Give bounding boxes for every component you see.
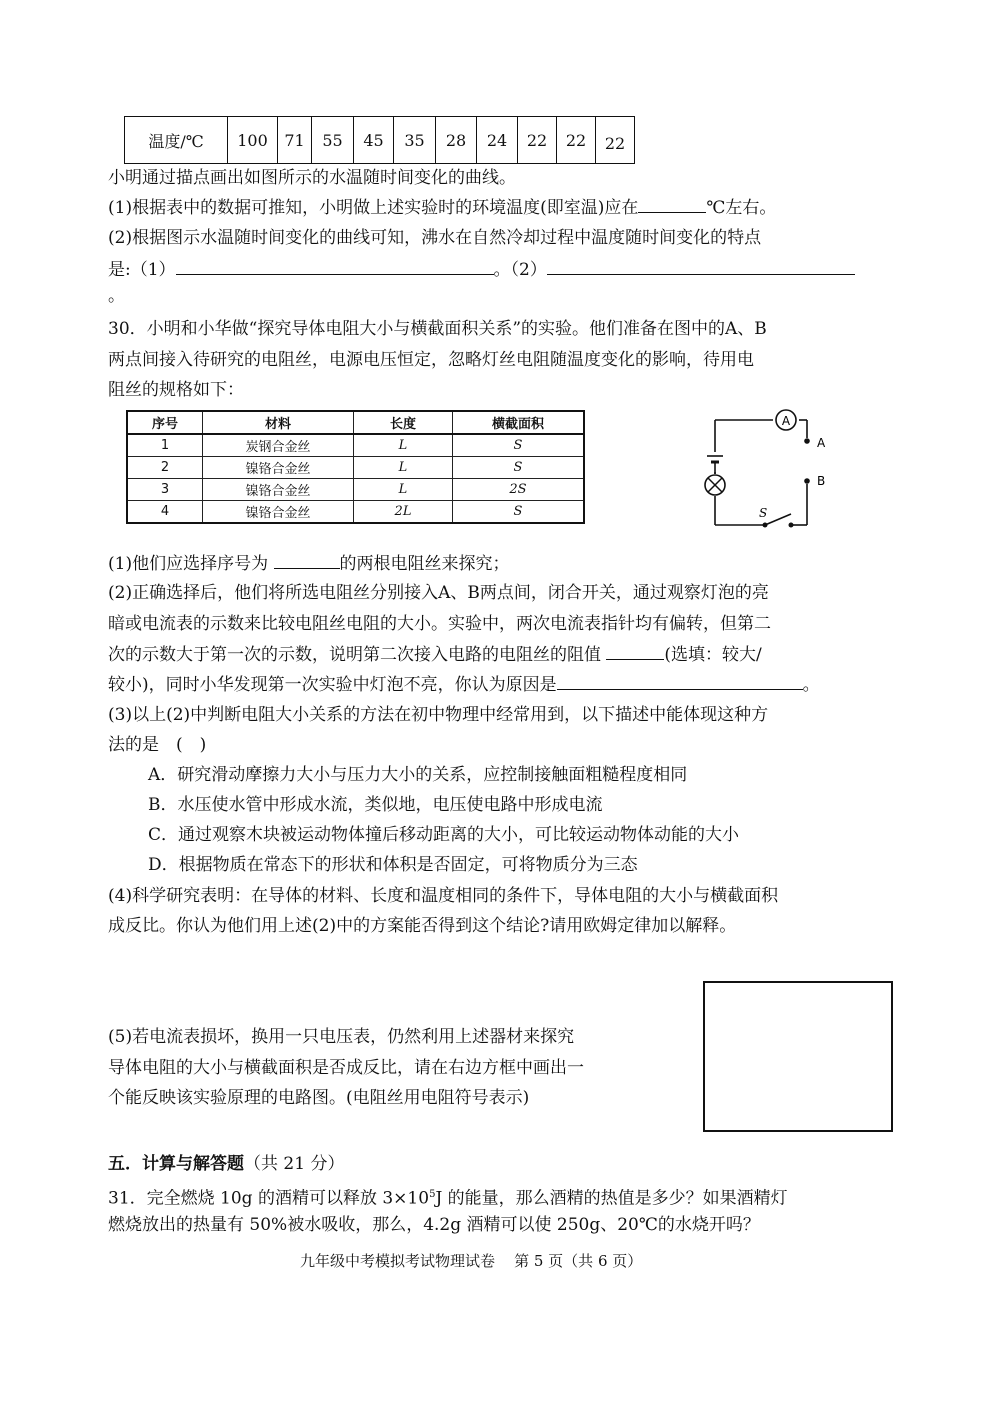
option-b[interactable]: B．水压使水管中形成水流，类似地，电压使电路中形成电流 — [148, 795, 603, 815]
battery-icon — [707, 456, 723, 474]
temp-cell: 100 — [228, 117, 278, 164]
q30-sub3-line2: 法的是 ( ) — [108, 735, 207, 755]
exam-title: 九年级中考模拟考试物理试卷 — [300, 1252, 496, 1270]
lamp-icon — [705, 475, 725, 495]
terminal-a — [804, 438, 810, 444]
cell: 炭钢合金丝 — [203, 434, 354, 457]
section-heading — [108, 1151, 344, 1177]
q29-part2-line2: 是:（1） 。（2） — [108, 256, 855, 283]
q30-sub2-line1: (2)正确选择后，他们将所选电阻丝分别接入A、B两点间，闭合开关，通过观察灯泡的亮 — [108, 583, 769, 603]
cell: 镍铬合金丝 — [203, 479, 354, 501]
header-cell: 长度 — [354, 411, 453, 434]
q30-sub5-line1: (5)若电流表损坏，换用一只电压表，仍然利用上述器材来探究 — [108, 1027, 575, 1047]
table-row — [127, 501, 584, 524]
q29-part1: (1)根据表中的数据可推知，小明做上述实验时的环境温度(即室温)应在 ℃左右。 — [108, 194, 776, 221]
cell: L — [354, 434, 453, 457]
q30-line1: 30．小明和小华做“探究导体电阻大小与横截面积关系”的实验。他们准备在图中的A、B — [108, 319, 767, 339]
cell: 2L — [354, 501, 453, 524]
q31-line1: 31．完全燃烧 10g 的酒精可以释放 $3\times 10^5J$ 的能量，那么酒精的热值是多少？如果酒精灯 — [108, 1188, 788, 1209]
table-row — [127, 479, 584, 501]
option-d[interactable]: D．根据物质在常态下的形状和体积是否固定，可将物质分为三态 — [148, 855, 638, 875]
answer-blank[interactable] — [606, 641, 664, 660]
header-cell: 序号 — [127, 411, 203, 434]
answer-blank[interactable] — [176, 256, 494, 275]
temp-cell: 35 — [394, 117, 436, 164]
q30-sub5-line3: 个能反映该实验原理的电路图。(电阻丝用电阻符号表示) — [108, 1088, 530, 1108]
cell: 镍铬合金丝 — [203, 501, 354, 524]
point-a-label: A — [817, 436, 826, 450]
temp-cell: 71 — [278, 117, 312, 164]
answer-blank[interactable] — [638, 194, 706, 213]
temp-cell: 28 — [436, 117, 477, 164]
cell: 镍铬合金丝 — [203, 457, 354, 479]
cell: 2S — [453, 479, 585, 501]
table-header-row — [127, 411, 584, 434]
answer-blank[interactable] — [274, 550, 340, 569]
wire-spec-table — [126, 410, 585, 524]
cell: L — [354, 479, 453, 501]
cell: S — [453, 501, 585, 524]
q30-sub2-line2: 暗或电流表的示数来比较电阻丝电阻的大小。实验中，两次电流表指针均有偏转，但第二 — [108, 614, 771, 634]
table-row — [127, 457, 584, 479]
ammeter-label: A — [781, 414, 791, 428]
option-a[interactable]: A．研究滑动摩擦力大小与压力大小的关系，应控制接触面粗糙程度相同 — [148, 765, 688, 785]
cell: L — [354, 457, 453, 479]
cell: 1 — [127, 434, 203, 457]
temperature-table — [124, 116, 635, 164]
table-row — [127, 434, 584, 457]
q30-sub2-line3: 次的示数大于第一次的示数，说明第二次接入电路的电阻丝的阻值 (选填：较大/ — [108, 641, 762, 668]
section-points: （共 21 分） — [244, 1154, 345, 1174]
q30-sub3-line1: (3)以上(2)中判断电阻大小关系的方法在初中物理中经常用到，以下描述中能体现这种方 — [108, 705, 769, 725]
section-title: 五．计算与解答题 — [108, 1154, 244, 1174]
q30-sub1: (1)他们应选择序号为 的两根电阻丝来探究； — [108, 550, 510, 577]
cell: 4 — [127, 501, 203, 524]
cell: S — [453, 457, 585, 479]
switch-label: S — [759, 506, 768, 520]
cell: S — [453, 434, 585, 457]
page-number: 第 5 页（共 6 页） — [514, 1252, 643, 1270]
q29-intro: 小明通过描点画出如图所示的水温随时间变化的曲线。 — [108, 168, 516, 188]
cell: 3 — [127, 479, 203, 501]
q30-sub4-line1: (4)科学研究表明：在导体的材料、长度和温度相同的条件下，导体电阻的大小与横截面积 — [108, 886, 779, 906]
temp-cell: 22 — [557, 117, 596, 164]
header-cell: 横截面积 — [453, 411, 585, 434]
cell: 2 — [127, 457, 203, 479]
temp-cell: 45 — [354, 117, 394, 164]
q29-part2-line1: (2)根据图示水温随时间变化的曲线可知，沸水在自然冷却过程中温度随时间变化的特点 — [108, 228, 762, 248]
temp-cell: 22 — [518, 117, 557, 164]
point-b-label: B — [817, 474, 826, 488]
q30-sub2-line4: 较小)，同时小华发现第一次实验中灯泡不亮，你认为原因是 。 — [108, 671, 820, 698]
table-row — [125, 117, 635, 164]
page-footer — [300, 1250, 642, 1271]
temp-label-cell: 温度/℃ — [125, 117, 228, 164]
q29-end-mark: 。 — [108, 286, 125, 306]
drawing-answer-box[interactable] — [703, 981, 893, 1132]
circuit-diagram — [695, 400, 845, 535]
temp-cell: 22 — [596, 117, 635, 164]
q30-line3: 阻丝的规格如下： — [108, 380, 244, 400]
temp-cell: 24 — [477, 117, 518, 164]
header-cell: 材料 — [203, 411, 354, 434]
q30-sub5-line2: 导体电阻的大小与横截面积是否成反比，请在右边方框中画出一 — [108, 1058, 584, 1078]
temp-cell: 55 — [312, 117, 354, 164]
q30-line2: 两点间接入待研究的电阻丝，电源电压恒定，忽略灯丝电阻随温度变化的影响，待用电 — [108, 350, 754, 370]
q30-sub4-line2: 成反比。你认为他们用上述(2)中的方案能否得到这个结论?请用欧姆定律加以解释。 — [108, 916, 737, 936]
terminal-b — [804, 478, 810, 484]
q31-line2: 燃烧放出的热量有 50%被水吸收，那么，4.2g 酒精可以使 250g、20℃的水烧开吗？ — [108, 1215, 760, 1235]
answer-blank[interactable] — [557, 671, 803, 690]
option-c[interactable]: C．通过观察木块被运动物体撞后移动距离的大小，可比较运动物体动能的大小 — [148, 825, 740, 845]
answer-blank[interactable] — [547, 256, 855, 275]
